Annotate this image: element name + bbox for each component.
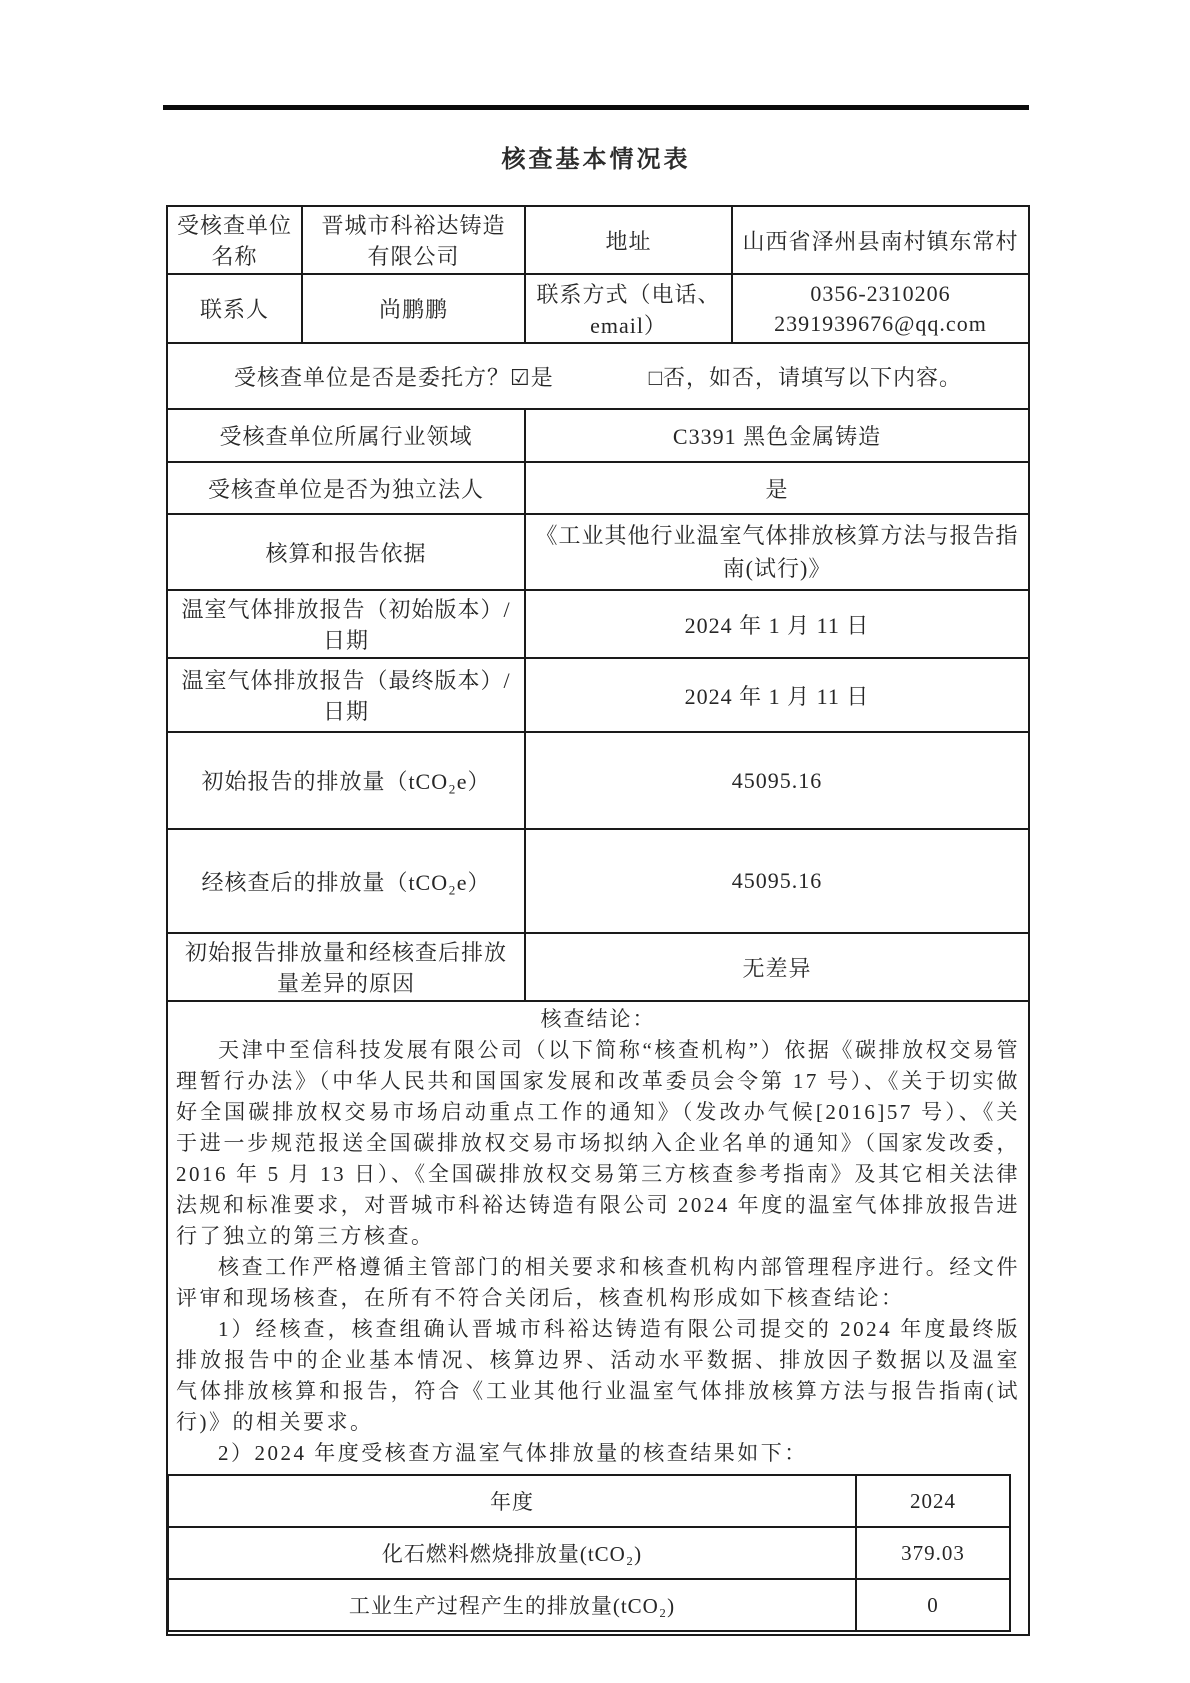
field-row bbox=[167, 590, 1029, 658]
contact-phone: 0356-2310206 bbox=[810, 280, 951, 306]
field-label: 温室气体排放报告（最终版本）/日期 bbox=[167, 658, 525, 732]
field-row bbox=[167, 829, 1029, 933]
field-value: C3391 黑色金属铸造 bbox=[525, 409, 1029, 462]
conclusion-cell bbox=[167, 1001, 1029, 1635]
field-value: 2024 年 1 月 11 日 bbox=[525, 590, 1029, 658]
delegate-no-checkbox: □否，如否，请填写以下内容。 bbox=[648, 364, 963, 390]
unit-name-label: 受核查单位名称 bbox=[167, 206, 302, 274]
result-value: 2024 bbox=[856, 1475, 1010, 1527]
address-label: 地址 bbox=[525, 206, 732, 274]
field-label: 初始报告排放量和经核查后排放量差异的原因 bbox=[167, 933, 525, 1001]
conclusion-paragraph: 2）2024 年度受核查方温室气体排放量的核查结果如下： bbox=[218, 1441, 808, 1465]
result-row bbox=[168, 1579, 1010, 1631]
result-label: 工业生产过程产生的排放量(tCO₂) bbox=[168, 1579, 856, 1631]
contact-email: 2391939676@qq.com bbox=[774, 310, 987, 336]
table-row bbox=[167, 206, 1029, 274]
field-label: 核算和报告依据 bbox=[167, 514, 525, 590]
field-value: 《工业其他行业温室气体排放核算方法与报告指南(试行)》 bbox=[525, 514, 1029, 590]
field-value: 45095.16 bbox=[525, 732, 1029, 829]
result-label: 年度 bbox=[168, 1475, 856, 1527]
field-row bbox=[167, 933, 1029, 1001]
field-row bbox=[167, 658, 1029, 732]
contact-method-value bbox=[732, 274, 1029, 343]
conclusion-row bbox=[167, 1001, 1029, 1635]
result-row bbox=[168, 1475, 1010, 1527]
address-value: 山西省泽州县南村镇东常村 bbox=[732, 206, 1029, 274]
result-value: 379.03 bbox=[856, 1527, 1010, 1579]
field-row bbox=[167, 732, 1029, 829]
conclusion-paragraph: 核查工作严格遵循主管部门的相关要求和核查机构内部管理程序进行。经文件评审和现场核查，在所有不符合关闭后，核查机构形成如下核查结论： bbox=[176, 1255, 1020, 1310]
field-row bbox=[167, 514, 1029, 590]
result-label: 化石燃料燃烧排放量(tCO₂) bbox=[168, 1527, 856, 1579]
field-label: 温室气体排放报告（初始版本）/日期 bbox=[167, 590, 525, 658]
delegate-yes-checkbox: ☑是 bbox=[509, 364, 554, 390]
field-value: 2024 年 1 月 11 日 bbox=[525, 658, 1029, 732]
conclusion-body bbox=[176, 1035, 1020, 1469]
field-label: 受核查单位是否为独立法人 bbox=[167, 462, 525, 514]
table-row bbox=[167, 274, 1029, 343]
table-row bbox=[167, 343, 1029, 409]
unit-name-value: 晋城市科裕达铸造有限公司 bbox=[302, 206, 525, 274]
header-rule bbox=[163, 105, 1029, 110]
conclusion-paragraph: 天津中至信科技发展有限公司（以下简称“核查机构”）依据《碳排放权交易管理暂行办法》（中华人民共和国国家发展和改革委员会令第 17 号）、《关于切实做好全国碳排放权交易市场启动重点工作的通知》（发改办气候[2016]57 号）、《关于进一步规范报送全国碳排放权交易市场拟纳入企业名单的通知》（国家发改委，2016 年 5 月 13 日）、《全国碳排放权交易第三方核查参考指南》及其它相关法律法规和标准要求，对晋城市科裕达铸造有限公司 2024 年度的温室气体排放报告进行了独立的第三方核查。 bbox=[176, 1038, 1020, 1248]
delegate-question: 受核查单位是否是委托方？ bbox=[233, 364, 510, 390]
field-value: 45095.16 bbox=[525, 829, 1029, 933]
contact-method-label: 联系方式（电话、email） bbox=[525, 274, 732, 343]
conclusion-paragraph: 1）经核查，核查组确认晋城市科裕达铸造有限公司提交的 2024 年度最终版排放报告中的企业基本情况、核算边界、活动水平数据、排放因子数据以及温室气体排放核算和报告，符合《工业其他行业温室气体排放核算方法与报告指南(试行)》的相关要求。 bbox=[176, 1317, 1020, 1434]
field-label: 经核查后的排放量（tCO₂e） bbox=[167, 829, 525, 933]
field-row bbox=[167, 409, 1029, 462]
emission-result-table bbox=[167, 1474, 1011, 1632]
conclusion-heading: 核查结论： bbox=[540, 1007, 656, 1031]
verification-info-table bbox=[166, 205, 1030, 1636]
field-label: 受核查单位所属行业领域 bbox=[167, 409, 525, 462]
result-row bbox=[168, 1527, 1010, 1579]
contact-value: 尚鹏鹏 bbox=[302, 274, 525, 343]
contact-label: 联系人 bbox=[167, 274, 302, 343]
result-value: 0 bbox=[856, 1579, 1010, 1631]
field-label: 初始报告的排放量（tCO₂e） bbox=[167, 732, 525, 829]
field-value: 无差异 bbox=[525, 933, 1029, 1001]
delegate-question-cell bbox=[167, 343, 1029, 409]
field-row bbox=[167, 462, 1029, 514]
field-value: 是 bbox=[525, 462, 1029, 514]
page-title: 核查基本情况表 bbox=[501, 147, 691, 173]
